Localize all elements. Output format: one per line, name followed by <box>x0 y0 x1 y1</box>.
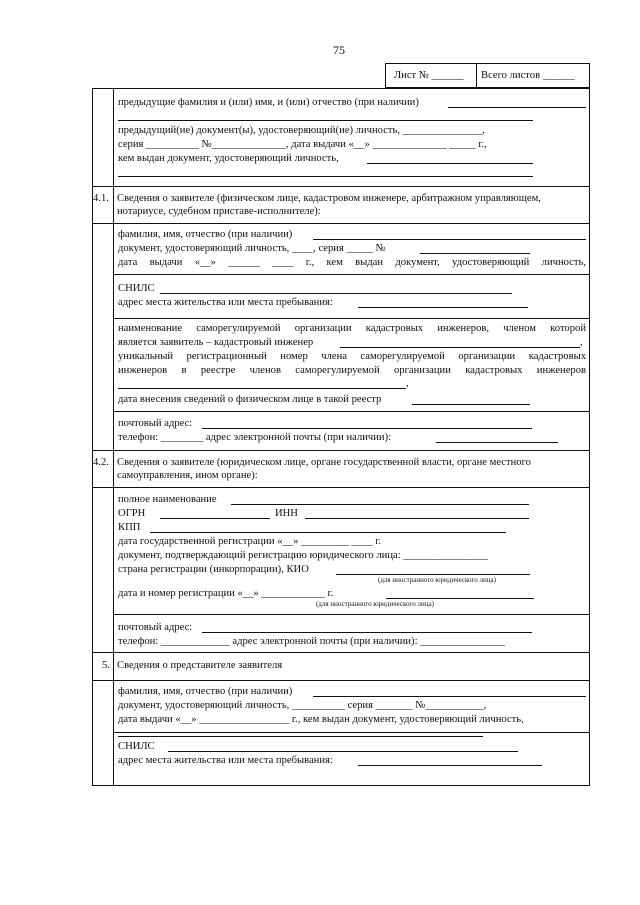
date-entry-field[interactable] <box>412 404 530 405</box>
reg-number-field[interactable] <box>118 388 406 389</box>
snils-label: СНИЛС <box>118 283 155 294</box>
rep-snils-label: СНИЛС <box>118 741 155 752</box>
total-sheets-label: Всего листов ______ <box>481 70 575 81</box>
sro-applicant-label: является заявитель – кадастровый инженер <box>118 337 314 348</box>
reg-number-label: уникальный регистрационный номер члена саморегулируемой организации кадастровых <box>118 351 586 362</box>
id-doc-number-field[interactable] <box>420 253 530 254</box>
reg-doc-label: документ, подтверждающий регистрацию юридического лица: ________________ <box>118 550 489 561</box>
section-number: 5. <box>102 660 110 671</box>
sheet-number-label: Лист № ______ <box>394 70 464 81</box>
email-field[interactable] <box>436 442 558 443</box>
date-entry-label: дата внесения сведений о физическом лице в такой реестр <box>118 394 382 405</box>
page-number: 75 <box>333 43 345 57</box>
kpp-field[interactable] <box>150 532 506 533</box>
id-doc-label: документ, удостоверяющий личность, ____, серия _____ № <box>118 243 386 254</box>
prev-issued-by-field-2[interactable] <box>118 176 533 177</box>
sro-name-field[interactable] <box>340 347 580 348</box>
section-title: Сведения о заявителе (физическом лице, кадастровом инженере, арбитражном управляющем, <box>117 193 541 204</box>
date-number-label: дата и номер регистрации «__» ____________ г. <box>118 588 334 599</box>
postal-field[interactable] <box>202 632 532 633</box>
country-label: страна регистрации (инкорпорации), КИО <box>118 564 309 575</box>
snils-field[interactable] <box>160 293 512 294</box>
rep-issued-by-field[interactable] <box>118 736 483 737</box>
section-number: 4.2. <box>93 457 109 468</box>
section-number: 4.1. <box>93 193 109 204</box>
full-name-label: полное наименование <box>118 494 217 505</box>
rep-doc-label: документ, удостоверяющий личность, __________ серия _______ №___________, <box>118 700 487 711</box>
prev-series-label: серия __________ №______________, дата выдачи «__» ______________ _____ г., <box>118 139 487 150</box>
prev-issued-by-label: кем выдан документ, удостоверяющий личность, <box>118 153 339 164</box>
sro-name-label: наименование саморегулируемой организации кадастровых инженеров, членом которой <box>118 323 586 334</box>
country-field[interactable] <box>336 574 530 575</box>
prev-docs-label: предыдущий(ие) документ(ы), удостоверяющий(ие) личность, _______________, <box>118 125 485 136</box>
date-number-field[interactable] <box>386 598 534 599</box>
prev-names-field[interactable] <box>448 107 586 108</box>
rep-fio-label: фамилия, имя, отчество (при наличии) <box>118 686 293 697</box>
postal-field[interactable] <box>202 428 532 429</box>
reg-number-label-cont: инженеров в реестре членов саморегулируемой организации кадастровых инженеров <box>118 365 586 376</box>
section-title: Сведения о заявителе (юридическом лице, органе государственной власти, органе местного <box>117 457 531 468</box>
rep-fio-field[interactable] <box>313 696 586 697</box>
phone-email-label: телефон: _____________ адрес электронной почты (при наличии): ________________ <box>118 636 505 647</box>
rep-address-label: адрес места жительства или места пребывания: <box>118 755 333 766</box>
ogrn-label: ОГРН <box>118 508 146 519</box>
address-label: адрес места жительства или места пребывания: <box>118 297 333 308</box>
foreign-note-2: (для иностранного юридического лица) <box>316 600 434 608</box>
prev-names-field-2[interactable] <box>118 120 533 121</box>
section-title-cont: нотариусе, судебном приставе-исполнителе): <box>117 206 321 217</box>
kpp-label: КПП <box>118 522 141 533</box>
ogrn-field[interactable] <box>160 518 270 519</box>
foreign-note-1: (для иностранного юридического лица) <box>378 576 496 584</box>
full-name-field[interactable] <box>231 504 529 505</box>
postal-label: почтовый адрес: <box>118 622 193 633</box>
inn-label: ИНН <box>275 508 298 519</box>
rep-date-issued-label: дата выдачи «__» _________________ г., кем выдан документ, удостоверяющий личность, <box>118 714 524 725</box>
postal-label: почтовый адрес: <box>118 418 193 429</box>
address-field[interactable] <box>358 307 528 308</box>
rep-address-field[interactable] <box>358 765 542 766</box>
phone-email-label: телефон: ________ адрес электронной почты (при наличии): <box>118 432 392 443</box>
section-title: Сведения о представителе заявителя <box>117 660 283 671</box>
date-registration-label: дата государственной регистрации «__» _________ ____ г. <box>118 536 381 547</box>
fio-field[interactable] <box>313 239 586 240</box>
inn-field[interactable] <box>305 518 529 519</box>
prev-issued-by-field[interactable] <box>367 163 533 164</box>
date-issued-label: дата выдачи «__» ______ ____ г., кем выдан документ, удостоверяющий личность, <box>118 257 586 268</box>
fio-label: фамилия, имя, отчество (при наличии) <box>118 229 293 240</box>
rep-snils-field[interactable] <box>168 751 518 752</box>
prev-names-label: предыдущие фамилия и (или) имя, и (или) отчество (при наличии) <box>118 97 419 108</box>
section-title-cont: самоуправления, ином органе): <box>117 470 258 481</box>
